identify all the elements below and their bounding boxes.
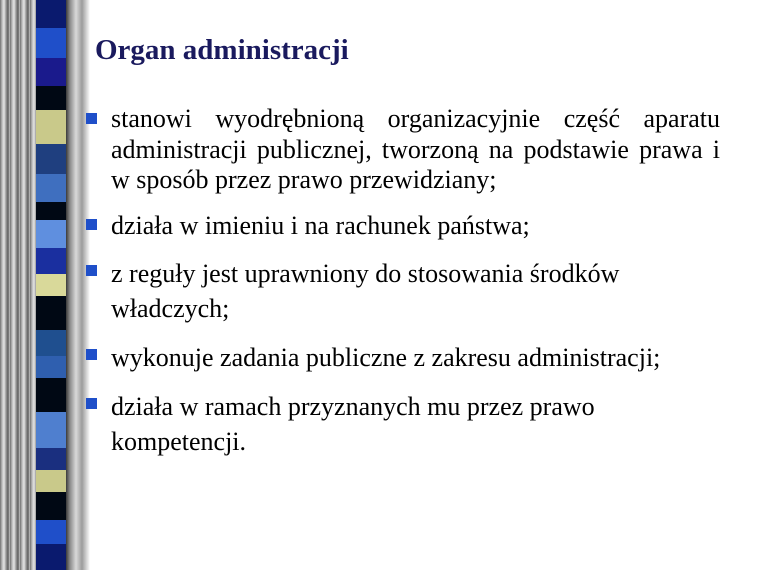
strip-block [36,448,66,470]
strip-block [36,330,66,356]
strip-block [36,544,66,570]
list-item [86,210,720,242]
strip-block [36,470,66,492]
strip-block [36,492,66,520]
strip-block [36,274,66,296]
list-item [86,104,720,196]
strip-block [36,58,66,86]
strip-block [36,28,66,58]
slide-title: Organ administracji [95,34,349,66]
square-bullet-icon [86,349,97,360]
strip-block [36,110,66,144]
strip-block [36,220,66,248]
decorative-side-strip [0,0,90,570]
list-item [86,256,720,326]
strip-block [36,144,66,174]
square-bullet-icon [86,265,97,276]
square-bullet-icon [86,219,97,230]
strip-block [36,86,66,110]
bullet-text: działa w imieniu i na rachunek państwa; [111,210,530,240]
strip-block [36,378,66,412]
bullet-text: z reguły jest uprawniony do stosowania środków władczych; [111,258,620,323]
strip-block [36,520,66,544]
strip-block [36,356,66,378]
list-item [86,389,720,459]
square-bullet-icon [86,398,97,409]
strip-block [36,202,66,220]
strip-block [36,248,66,274]
bullet-list [86,104,720,473]
strip-shade [0,0,36,570]
bullet-text: stanowi wyodrębnioną organizacyjnie część aparatu administracji publicznej, tworzoną na podstawie prawa i w sposób przez prawo przewidziany; [111,104,720,194]
strip-block [36,0,66,28]
bullet-text: działa w ramach przyznanych mu przez prawo kompetencji. [111,391,595,456]
strip-block [36,296,66,330]
strip-color-blocks [36,0,66,570]
bullet-text: wykonuje zadania publiczne z zakresu administracji; [111,342,661,372]
square-bullet-icon [86,113,97,124]
strip-block [36,174,66,202]
list-item [86,340,720,375]
strip-block [36,412,66,448]
